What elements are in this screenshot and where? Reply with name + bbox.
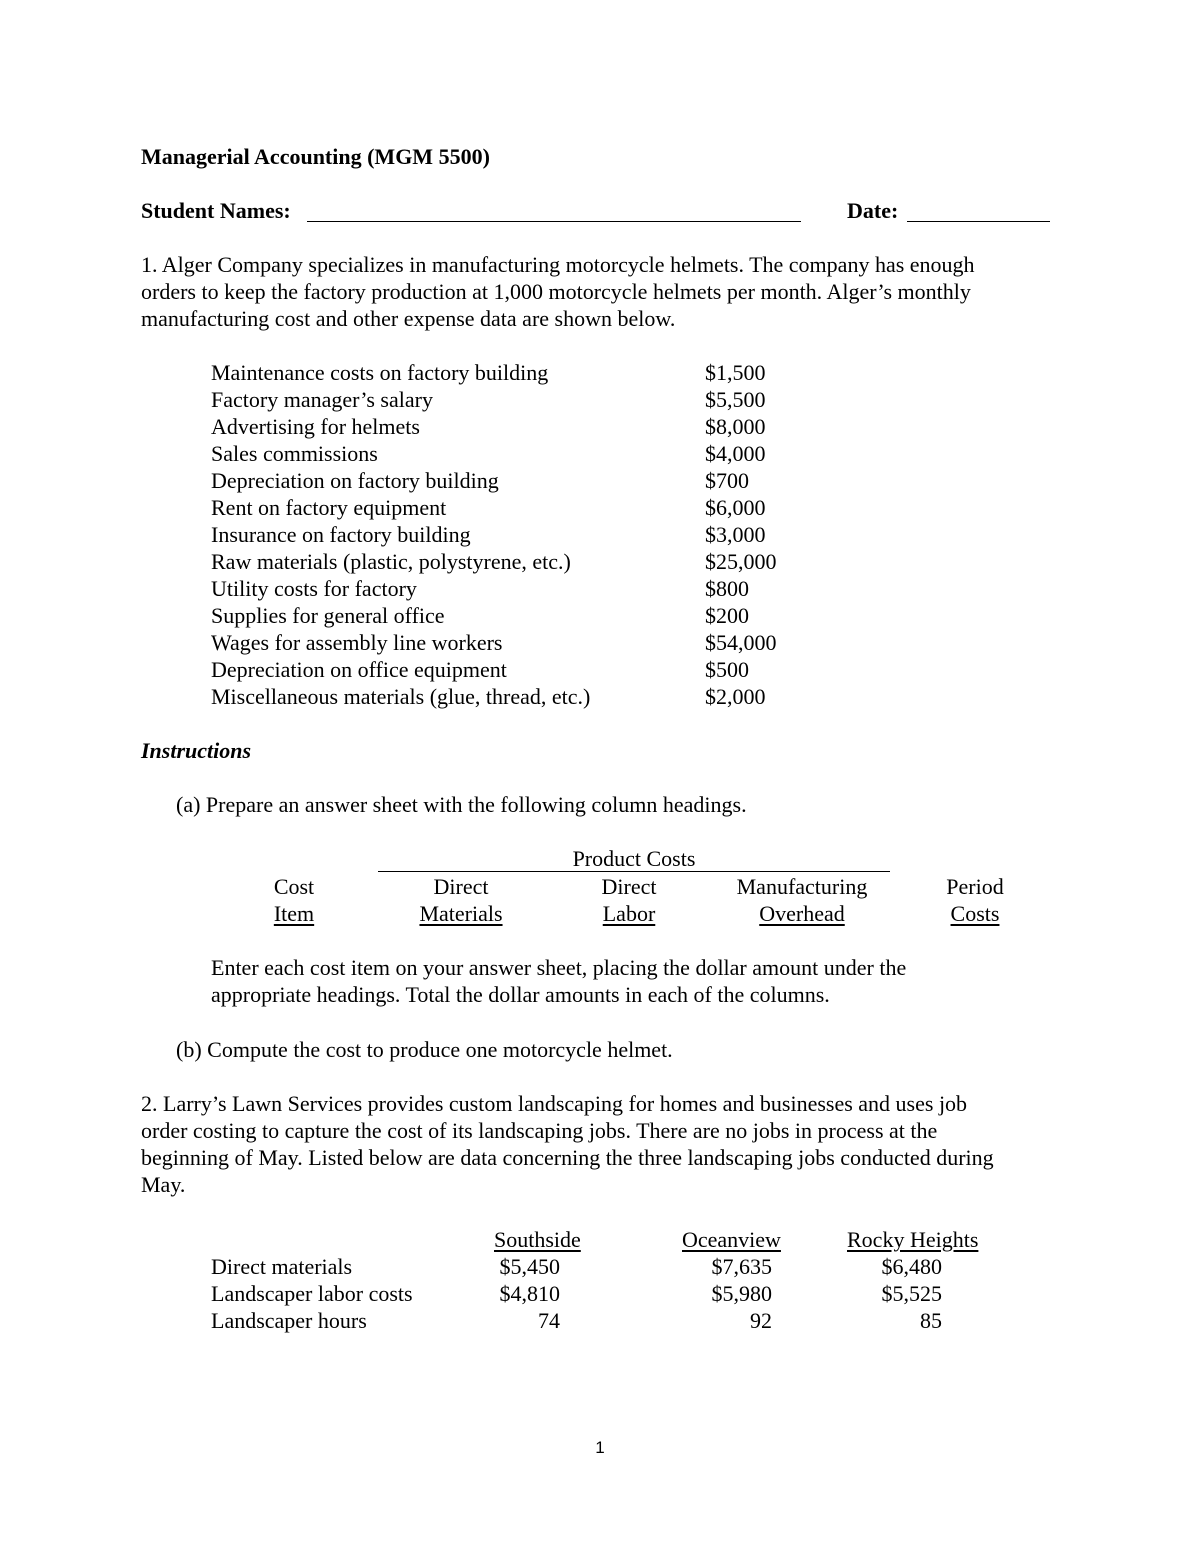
cost-amount: $1,500 xyxy=(705,360,766,385)
heading-manufacturing-overhead-top: Manufacturing xyxy=(736,874,868,899)
cost-item: Miscellaneous materials (glue, thread, etc.) xyxy=(211,684,591,709)
table-cell: $5,980 xyxy=(711,1281,772,1306)
problem2-intro-line-2: order costing to capture the cost of its landscaping jobs. There are no jobs in process at the xyxy=(141,1118,938,1143)
cost-amount: $8,000 xyxy=(705,414,766,439)
table-cell: 74 xyxy=(538,1308,560,1333)
page-number: 1 xyxy=(595,1438,605,1457)
student-names-label: Student Names: xyxy=(141,198,291,223)
table-cell: $5,450 xyxy=(499,1254,560,1279)
part-a-detail-line-1: Enter each cost item on your answer sheet, placing the dollar amount under the xyxy=(211,955,907,980)
cost-item: Factory manager’s salary xyxy=(211,387,433,412)
product-costs-label: Product Costs xyxy=(572,846,696,871)
cost-amount: $25,000 xyxy=(705,549,777,574)
row-label-landscaper-hours: Landscaper hours xyxy=(211,1308,367,1333)
problem1-intro-line-3: manufacturing cost and other expense data are shown below. xyxy=(141,306,676,331)
cost-amount: $2,000 xyxy=(705,684,766,709)
instructions-heading: Instructions xyxy=(141,738,252,763)
cost-amount: $4,000 xyxy=(705,441,766,466)
part-b-text: (b) Compute the cost to produce one motorcycle helmet. xyxy=(176,1037,673,1062)
table-cell: $5,525 xyxy=(881,1281,942,1306)
heading-cost-top: Cost xyxy=(273,874,315,899)
cost-item: Maintenance costs on factory building xyxy=(211,360,549,385)
cost-item: Raw materials (plastic, polystyrene, etc.) xyxy=(211,549,571,574)
cost-amount: $6,000 xyxy=(705,495,766,520)
problem2-intro-line-4: May. xyxy=(141,1172,186,1197)
cost-amount: $3,000 xyxy=(705,522,766,547)
row-label-direct-materials: Direct materials xyxy=(211,1254,353,1279)
heading-manufacturing-overhead-bottom: Overhead xyxy=(759,901,845,926)
row-label-landscaper-labor-costs: Landscaper labor costs xyxy=(211,1281,413,1306)
course-title: Managerial Accounting (MGM 5500) xyxy=(141,144,490,169)
cost-item: Sales commissions xyxy=(211,441,378,466)
heading-direct-materials-top: Direct xyxy=(433,874,489,899)
problem1-intro-line-1: 1. Alger Company specializes in manufacturing motorcycle helmets. The company has enough xyxy=(141,252,975,277)
cost-item: Depreciation on factory building xyxy=(211,468,499,493)
table-cell: $7,635 xyxy=(711,1254,772,1279)
cost-amount: $5,500 xyxy=(705,387,766,412)
cost-amount: $200 xyxy=(705,603,749,628)
problem2-intro-line-1: 2. Larry’s Lawn Services provides custom landscaping for homes and businesses and uses job xyxy=(141,1091,968,1116)
cost-item: Depreciation on office equipment xyxy=(211,657,507,682)
cost-item: Rent on factory equipment xyxy=(211,495,447,520)
cost-amount: $800 xyxy=(705,576,749,601)
cost-amount: $500 xyxy=(705,657,749,682)
cost-item: Wages for assembly line workers xyxy=(211,630,503,655)
heading-period-costs-bottom: Costs xyxy=(950,901,1000,926)
problem1-intro-line-2: orders to keep the factory production at 1,000 motorcycle helmets per month. Alger’s monthly xyxy=(141,279,971,304)
table-cell: 85 xyxy=(920,1308,942,1333)
table-cell: $4,810 xyxy=(499,1281,560,1306)
product-costs-rule xyxy=(378,871,890,872)
cost-item: Utility costs for factory xyxy=(211,576,417,601)
cost-amount: $54,000 xyxy=(705,630,777,655)
date-label: Date: xyxy=(847,198,899,223)
part-a-detail-line-2: appropriate headings. Total the dollar amounts in each of the columns. xyxy=(211,982,830,1007)
job-header-rocky-heights: Rocky Heights xyxy=(847,1227,979,1252)
heading-cost-bottom: Item xyxy=(273,901,315,926)
part-a-text: (a) Prepare an answer sheet with the following column headings. xyxy=(176,792,747,817)
heading-period-costs-top: Period xyxy=(946,874,1004,899)
student-names-line[interactable] xyxy=(307,221,801,222)
heading-direct-labor-top: Direct xyxy=(601,874,657,899)
date-line[interactable] xyxy=(907,221,1050,222)
problem2-intro-line-3: beginning of May. Listed below are data concerning the three landscaping jobs conducted during xyxy=(141,1145,994,1170)
cost-amount: $700 xyxy=(705,468,749,493)
table-cell: 92 xyxy=(750,1308,772,1333)
heading-direct-materials-bottom: Materials xyxy=(419,901,503,926)
table-cell: $6,480 xyxy=(881,1254,942,1279)
job-header-oceanview: Oceanview xyxy=(682,1227,781,1252)
job-header-southside: Southside xyxy=(494,1227,581,1252)
heading-direct-labor-bottom: Labor xyxy=(602,901,656,926)
cost-item: Supplies for general office xyxy=(211,603,445,628)
cost-item: Insurance on factory building xyxy=(211,522,471,547)
cost-item: Advertising for helmets xyxy=(211,414,420,439)
